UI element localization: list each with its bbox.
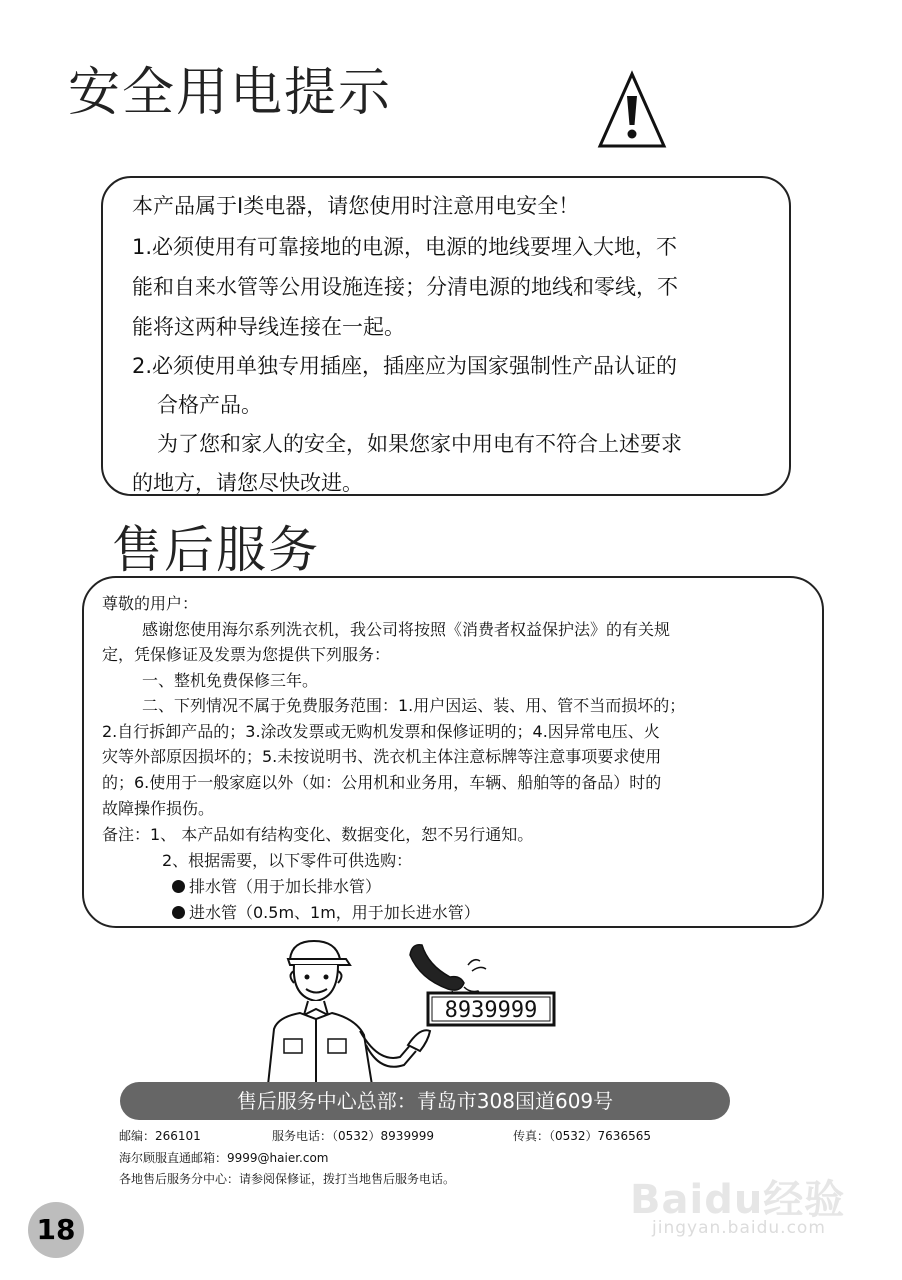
service-phone: 服务电话：（0532）8939999 (272, 1129, 434, 1143)
service-line: 定，凭保修证及发票为您提供下列服务： (102, 645, 391, 664)
safety-line: 能和自来水管等公用设施连接；分清电源的地线和零线，不 (132, 275, 678, 299)
service-line: 故障操作损伤。 (102, 799, 215, 818)
watermark-logo: Baidu经验 (630, 1177, 846, 1223)
fax: 传真：（0532）7636565 (513, 1129, 651, 1143)
safety-line: 能将这两种导线连接在一起。 (132, 315, 405, 339)
service-line: 的；6.使用于一般家庭以外（如：公用机和业务用，车辆、船舶等的备品）时的 (102, 773, 662, 792)
service-line: 感谢您使用海尔系列洗衣机，我公司将按照《消费者权益保护法》的有关规 (142, 620, 671, 639)
safety-line: 1.必须使用有可靠接地的电源，电源的地线要埋入大地，不 (132, 235, 678, 259)
service-line (172, 874, 381, 897)
bullet-icon (172, 906, 185, 919)
service-line: 2.自行拆卸产品的；3.涂改发票或无购机发票和保修证明的；4.因异常电压、火 (102, 722, 660, 741)
service-line: 二、下列情况不属于免费服务范围：1.用户因运、装、用、管不当而损坏的； (142, 696, 686, 715)
branch-info: 各地售后服务分中心：请参阅保修证，拨打当地售后服务电话。 (119, 1172, 456, 1186)
service-email: 海尔顾服直通邮箱：9999@haier.com (119, 1151, 329, 1165)
safety-line: 本产品属于I类电器，请您使用时注意用电安全！ (132, 194, 580, 218)
service-info-box (82, 576, 824, 928)
bullet-icon (172, 880, 185, 893)
service-line: 备注：1、 本产品如有结构变化、数据变化，恕不另行通知。 (102, 825, 534, 844)
service-line: 灾等外部原因损坏的；5.未按说明书、洗衣机主体注意标牌等注意事项要求使用 (102, 747, 662, 766)
service-line (172, 900, 480, 923)
hotline-number: 8939999 (444, 998, 538, 1023)
service-line: 一、整机免费保修三年。 (142, 671, 319, 690)
safety-line: 为了您和家人的安全，如果您家中用电有不符合上述要求 (157, 432, 682, 456)
safety-title: 安全用电提示 (68, 63, 393, 123)
page-number: 18 (28, 1202, 84, 1258)
warning-icon (596, 70, 668, 150)
safety-line: 的地方，请您尽快改进。 (132, 471, 363, 495)
headquarters-banner: 售后服务中心总部：青岛市308国道609号 (120, 1082, 730, 1120)
service-line: 尊敬的用户： (102, 594, 199, 613)
safety-notice-box (101, 176, 791, 496)
part-inlet-hose: 进水管（0.5m、1m，用于加长进水管） (189, 903, 480, 922)
watermark-url: jingyan.baidu.com (652, 1218, 826, 1238)
service-man-illustration (260, 935, 580, 1085)
safety-line: 合格产品。 (157, 393, 262, 417)
postcode: 邮编：266101 (119, 1129, 201, 1143)
service-line: 2、根据需要，以下零件可供选购： (162, 851, 413, 870)
part-drain-hose: 排水管（用于加长排水管） (189, 877, 382, 896)
safety-line: 2.必须使用单独专用插座，插座应为国家强制性产品认证的 (132, 354, 678, 378)
service-title: 售后服务 (112, 521, 320, 579)
